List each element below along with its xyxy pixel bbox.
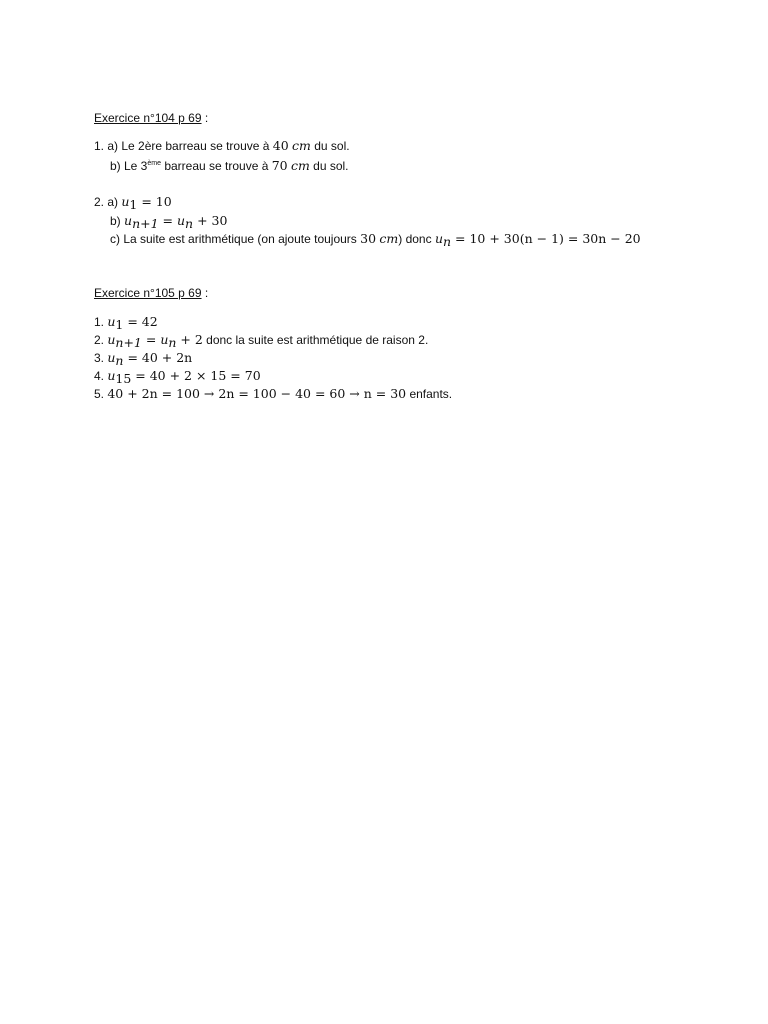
heading-colon: :	[201, 286, 209, 300]
ex104-q2b-eq: =	[158, 213, 177, 228]
ex104-q1a	[94, 138, 350, 154]
ex105-l2-var2: u	[160, 332, 169, 347]
ex105-l3-sub: n	[115, 353, 124, 368]
ex104-q1a-prefix: 1. a) Le 2ère barreau se trouve à	[94, 139, 273, 153]
ex104-q2b-sub2: n	[185, 216, 194, 231]
ex105-l1-rest: = 42	[123, 314, 158, 329]
ex104-q1a-suffix: du sol.	[310, 139, 350, 153]
ex104-q2b-prefix: b)	[110, 214, 125, 228]
ex105-line-3	[94, 350, 192, 366]
ex105-l2-rest: + 2	[176, 332, 203, 347]
ex105-l1-var: u	[107, 314, 116, 329]
ex105-l5-text: enfants.	[406, 387, 453, 401]
ex105-l3-prefix: 3.	[94, 351, 108, 365]
ex104-q2a-rest: = 10	[137, 194, 172, 209]
ex105-l2-text: donc la suite est arithmétique de raison 2.	[202, 333, 429, 347]
ex105-l3-rest: = 40 + 2n	[123, 350, 193, 365]
ex104-q2a-sub: 1	[129, 197, 138, 212]
exercise-104-heading-line	[94, 110, 208, 126]
ex104-q2c-rest: = 10 + 30(n − 1) = 30n − 20	[451, 231, 641, 246]
ex104-q1b	[110, 158, 349, 174]
ex104-q1a-value: 40	[272, 138, 289, 153]
ex105-l4-prefix: 4.	[94, 369, 108, 383]
ex104-q1a-unit: cm	[292, 138, 311, 153]
ex104-q2b-var2: u	[176, 213, 186, 228]
ex104-q2c	[110, 231, 641, 247]
ex105-line-4	[94, 368, 261, 384]
exercise-105-heading: Exercice n°105 p 69	[94, 286, 202, 300]
ex105-l2-prefix: 2.	[94, 333, 108, 347]
ex105-l2-eq: =	[141, 332, 161, 347]
ex104-q2a-prefix: 2. a)	[94, 195, 122, 209]
ex105-l2-sub: n+1	[115, 335, 142, 350]
ex105-l2-sub2: n	[168, 335, 177, 350]
ex105-l4-sub: 15	[115, 371, 132, 386]
heading-colon: :	[201, 111, 209, 125]
ex105-l5-math: 40 + 2n = 100 → 2n = 100 − 40 = 60 → n = 30	[107, 386, 407, 401]
ex105-line-2	[94, 332, 428, 348]
ex105-l4-rest: = 40 + 2 × 15 = 70	[131, 368, 261, 383]
ex105-l4-var: u	[107, 368, 116, 383]
ex104-q2b	[110, 213, 227, 229]
ex104-q1b-sup: ème	[147, 160, 161, 167]
ex105-line-1	[94, 314, 158, 330]
ex104-q2c-middle: ) donc	[398, 232, 435, 246]
ex104-q2c-unit: cm	[379, 231, 399, 246]
ex104-q2c-var: u	[434, 231, 443, 246]
ex104-q2c-sub: n	[443, 234, 452, 249]
ex104-q1b-value: 70	[271, 158, 288, 173]
ex104-q2b-sub: n+1	[132, 216, 159, 231]
ex104-q2c-prefix: c) La suite est arithmétique (on ajoute toujours	[110, 232, 361, 246]
exercise-104-heading: Exercice n°104 p 69	[94, 111, 202, 125]
ex105-l5-prefix: 5.	[94, 387, 108, 401]
ex104-q2b-var: u	[124, 213, 133, 228]
ex105-l2-var: u	[107, 332, 116, 347]
ex104-q1b-middle: barreau se trouve à	[160, 159, 272, 173]
ex105-l3-var: u	[107, 350, 116, 365]
ex104-q1b-prefix: b) Le 3	[110, 159, 148, 173]
ex105-l1-sub: 1	[115, 317, 124, 332]
ex104-q2c-value: 30	[360, 231, 377, 246]
exercise-105-heading-line	[94, 285, 208, 301]
ex104-q2a	[94, 194, 172, 210]
ex104-q2b-rest: + 30	[193, 213, 228, 228]
ex104-q1b-suffix: du sol.	[309, 159, 349, 173]
ex104-q1b-unit: cm	[290, 158, 310, 173]
ex105-l1-prefix: 1.	[94, 315, 108, 329]
ex105-line-5	[94, 386, 452, 402]
ex104-q2a-var: u	[121, 194, 130, 209]
